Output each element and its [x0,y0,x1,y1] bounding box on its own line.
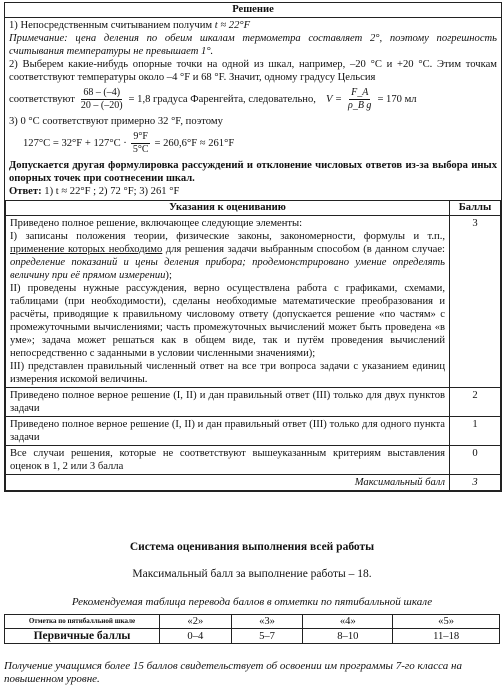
solution-note: Примечание: цена деления по обеим шкалам термометра составляет 2°, поэтому погрешность считывания температуры не превышает 1°. [9,33,497,57]
formula-line-2: соответствуют $\frac{68 - (-4)}{20 - (-20)}$ = 1,8 градуса Фаренгейта, следовательно, V = $\frac{F\_A}{\text{ρ\_B g}}$ = 170 мл [9,87,417,111]
mark-cell: «5» [393,615,500,629]
points-cell: 1 [450,417,501,446]
criterion-ii: II) проведены нужные рассуждения, верно осуществлена работа с графиками, схемами, таблицами (при необходимости), сделаны необходимые математические преобразования и расчёты, приводящие к правильному числовому ответу (допускается решение «по частям» с промежуточными вычислениями; часть промежуточных вычислений может быть проведена «в уме»; задача может решаться как в общем виде, так и путём проведения вычислений непосредственно с заданными в условии численными значениями); [10,283,445,359]
max-score-value: 3 [450,475,501,491]
system-title: Система оценивания выполнения всей работы [129,541,375,553]
solution-block [4,2,502,492]
mark-cell: «3» [231,615,303,629]
criteria-header-row [6,201,501,216]
formula-line-3: 127°C = 32°F + 127°C · $\frac{9^\circ F}{5^\circ C}$ = 260,6°F ≈ 261°F [23,131,235,155]
criteria-full-solution: Приведено полное решение, включающее следующие элементы: I) записаны положения теории, физические законы, закономерности, формулы и т.п., применение которых необходимо для решения задачи выбранным способом (в данном случае: определение показаний и цены деления прибора; продемонстрировано умение определять величину при её прямом измерении); II) проведены нужные рассуждения, верно осуществлена работа с графиками, схемами, таблицами (при необходимости), сделаны необходимые математические преобразования и расчёты, приводящие к правильному числовому ответу (допускается решение «по частям» с промежуточными вычислениями; часть промежуточных вычислений может быть проведена «в уме»; задача может решаться как в общем виде, так и путём проведения вычислений непосредственно с заданными в условии численными значениями); III) представлен правильный численный ответ на все три вопроса задачи с указанием единиц измерения искомой величины. [6,216,450,388]
points-cell: 0 [450,446,501,475]
range-cell: 0–4 [160,629,232,644]
points-cell: 3 [450,216,501,388]
mark-cell: «4» [303,615,393,629]
range-cell: 11–18 [393,629,500,644]
criterion-i: I) записаны положения теории, физические законы, закономерности, формулы и т.п., применение которых необходимо для решения задачи выбранным способом (в данном случае: определение показаний и цены деления прибора; продемонстрировано умение определять величину при её прямом измерении); [10,231,445,281]
solution-part-1: 1) Непосредственным считыванием получим t ≈ 22°F [9,20,251,31]
criteria-row-full [6,216,501,388]
solution-body [5,18,501,200]
answer-line: Ответ: 1) t ≈ 22°F ; 2) 72 °F; 3) 261 °F [9,186,180,197]
solution-part-2: 2) Выберем какие-нибудь опорные точки на одной из шкал, например, –20 °C и +20 °C. Этим точкам соответствуют температуры около –4 °F и 68 °F. Значит, одному градусу Цельсия [9,59,497,83]
solution-heading: Решение [5,3,501,18]
recommended-caption: Рекомендуемая таблица перевода баллов в отметки по пятибалльной шкале [71,596,433,608]
criteria-row: Приведено полное верное решение (I, II) и дан правильный ответ (III) только для одного пункта задачи 1 [6,417,501,446]
grade-conversion-table [4,614,500,644]
marks-row [5,615,500,629]
max-score-label: Максимальный балл [6,475,450,491]
fraction-degree-ratio: $\frac{68 - (-4)}{20 - (-20)}$ [80,87,123,111]
solution-part-3: 3) 0 °C соответствуют примерно 32 °F, поэтому [9,116,223,127]
points-cell: 2 [450,388,501,417]
max-score-line: Максимальный балл за выполнение работы – 18. [132,568,372,580]
answer-formula-1: t ≈ 22°F [214,20,251,31]
criteria-table [5,200,501,491]
marks-row-label: Отметка по пятибалльной шкале [5,615,160,629]
fraction-conversion: $\frac{9^\circ F}{5^\circ C}$ [132,131,149,155]
range-cell: 5–7 [231,629,303,644]
criteria-max-row [6,475,501,491]
fraction-volume: $\frac{F\_A}{\text{ρ\_B g}}$ [348,87,372,111]
footnote: Получение учащимся более 15 баллов свидетельствует об освоении им программы 7-го класса на повышенном уровне. [4,660,462,685]
col-instructions-header: Указания к оцениванию [6,201,450,216]
ranges-row-label: Первичные баллы [5,629,160,644]
range-cell: 8–10 [303,629,393,644]
ranges-row [5,629,500,644]
allowed-deviations-note: Допускается другая формулировка рассуждений и отклонение числовых ответов из-за выбора иных опорных точек при соотнесении шкал. [9,160,497,184]
criterion-iii: III) представлен правильный численный ответ на все три вопроса задачи с указанием единиц измерения искомой величины. [10,361,445,385]
criteria-row: Все случаи решения, которые не соответствуют вышеуказанным критериям выставления оценок в 1, 2 или 3 балла 0 [6,446,501,475]
mark-cell: «2» [160,615,232,629]
col-points-header: Баллы [450,201,501,216]
criteria-row: Приведено полное верное решение (I, II) и дан правильный ответ (III) только для двух пунктов задачи 2 [6,388,501,417]
